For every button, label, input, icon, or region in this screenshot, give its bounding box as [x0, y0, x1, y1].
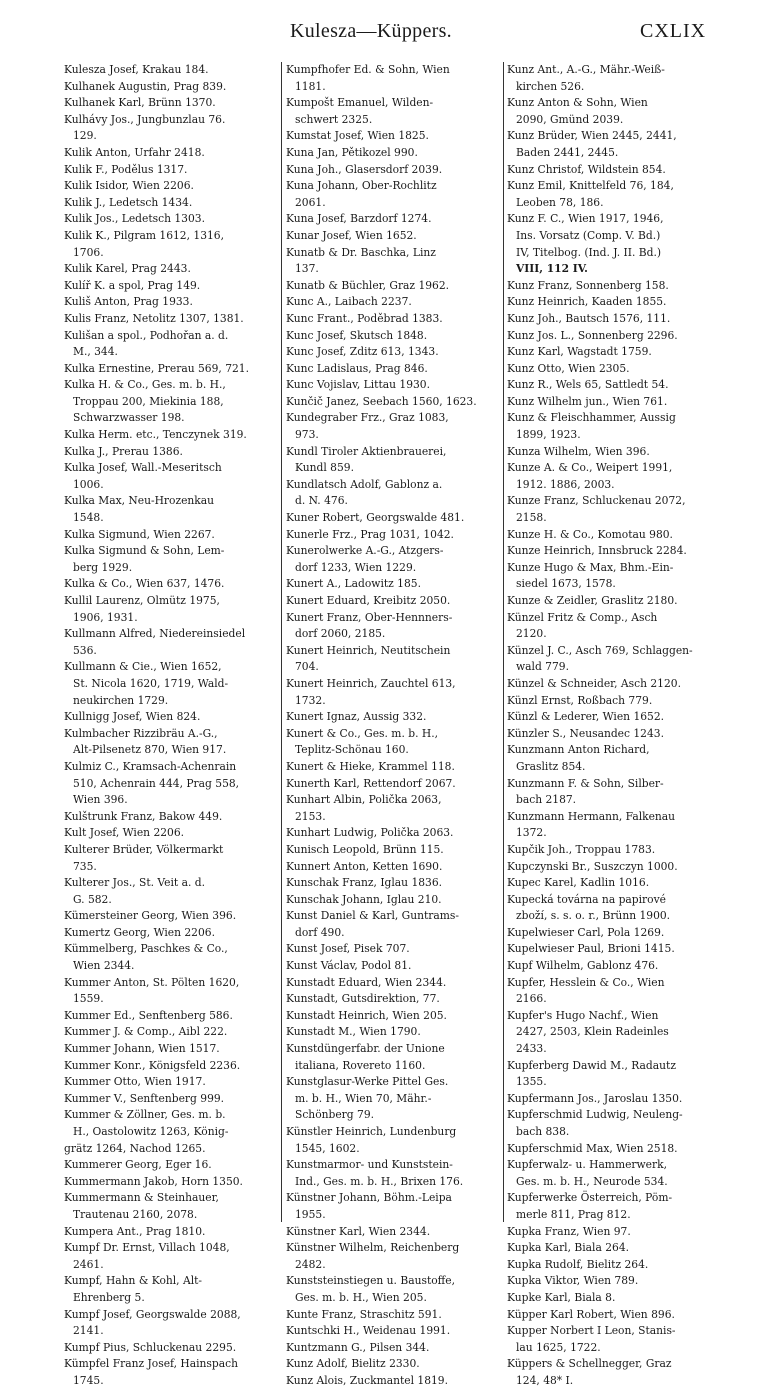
directory-entry: Kunz Heinrich, Kaaden 1855. — [507, 295, 667, 309]
directory-entry: Kunatb & Dr. Baschka, Linz — [286, 245, 436, 259]
entry-continuation: Ges. m. b. H., Wien 205. — [295, 1290, 427, 1304]
directory-entry: Kupke Karl, Biala 8. — [507, 1290, 616, 1304]
directory-entry: Kunert Heinrich, Neutitschein — [286, 643, 451, 657]
entry-continuation: H., Oastolowitz 1263, König- — [73, 1125, 229, 1138]
entry-continuation: 1545, 1602. — [295, 1141, 360, 1155]
directory-entry: Kunst Josef, Pisek 707. — [286, 942, 410, 956]
entry-continuation: 1006. — [73, 477, 104, 491]
entry-continuation: Wien 396. — [73, 793, 128, 807]
directory-entry: Kulhávy Jos., Jungbunzlau 76. — [64, 112, 226, 126]
directory-entry: Kunzmann Hermann, Falkenau — [507, 809, 676, 823]
entry-continuation: 1745. — [73, 1373, 104, 1387]
directory-entry: Kummer Konr., Königsfeld 2236. — [64, 1058, 241, 1072]
directory-entry: Kunc Frant., Poděbrad 1383. — [286, 311, 443, 325]
directory-entry: Kumpf Josef, Georgswalde 2088, — [64, 1307, 241, 1321]
directory-entry: Kuntzmann G., Pilsen 344. — [286, 1340, 430, 1354]
directory-entry: Künzel J. C., Asch 769, Schlaggen- — [507, 643, 693, 657]
directory-entry: Kulik Anton, Urfahr 2418. — [64, 145, 205, 159]
directory-entry: Kunstdüngerfabr. der Unione — [286, 1042, 445, 1056]
directory-entry: Kunz Otto, Wien 2305. — [507, 361, 630, 375]
directory-entry: Künzl Ernst, Roßbach 779. — [507, 693, 653, 707]
directory-entry: Kunz Emil, Knittelfeld 76, 184, — [507, 179, 674, 193]
directory-entry: Kulterer Jos., St. Veit a. d. — [64, 876, 205, 890]
directory-entry: Küpper Karl Robert, Wien 896. — [507, 1307, 675, 1321]
directory-entry: Kunc Vojislav, Littau 1930. — [286, 378, 430, 392]
column-divider — [503, 62, 504, 1222]
directory-entry: Kunert & Co., Ges. m. b. H., — [286, 726, 438, 740]
entry-continuation: IV, Titelbog. (Ind. J. II. Bd.) — [516, 245, 662, 259]
directory-entry: Kuntschki H., Weidenau 1991. — [286, 1324, 451, 1338]
directory-entry: Kult Josef, Wien 2206. — [64, 826, 185, 840]
directory-entry: Kulik F., Podělus 1317. — [64, 162, 188, 176]
entry-continuation: 137. — [295, 262, 319, 276]
directory-entry: Kummer Ed., Senftenberg 586. — [64, 1008, 233, 1022]
entry-continuation: kirchen 526. — [516, 79, 585, 93]
directory-entry: Kunar Josef, Wien 1652. — [286, 228, 417, 242]
directory-entry: Kummermann Jakob, Horn 1350. — [64, 1174, 243, 1188]
entry-continuation: Ind., Ges. m. b. H., Brixen 176. — [295, 1174, 464, 1188]
directory-column-1 — [64, 62, 276, 1387]
directory-entry: Kulesza Josef, Krakau 184. — [64, 63, 209, 76]
directory-entry: Kunert & Hieke, Krammel 118. — [286, 759, 455, 773]
entry-continuation: 704. — [295, 660, 319, 674]
directory-entry: Kupferschmid Ludwig, Neuleng- — [507, 1108, 683, 1122]
directory-entry: Kummer Anton, St. Pölten 1620, — [64, 975, 240, 989]
directory-entry: Kulštrunk Franz, Bakow 449. — [64, 809, 223, 823]
directory-entry: Kullmann & Cie., Wien 1652, — [64, 660, 222, 674]
directory-entry: Kunerle Frz., Prag 1031, 1042. — [286, 527, 454, 541]
directory-entry: Kundegraber Frz., Graz 1083, — [286, 411, 449, 425]
directory-entry: Kunze Franz, Schluckenau 2072, — [507, 494, 686, 508]
entry-continuation: 2433. — [516, 1042, 547, 1056]
directory-entry: Künstner Karl, Wien 2344. — [286, 1224, 431, 1238]
directory-entry: Künzel Fritz & Comp., Asch — [507, 610, 658, 624]
directory-entry: Kuna Josef, Barzdorf 1274. — [286, 212, 432, 226]
directory-entry: Kunzmann F. & Sohn, Silber- — [507, 776, 664, 790]
entry-continuation: Graslitz 854. — [516, 759, 586, 773]
directory-entry: Kupka Viktor, Wien 789. — [507, 1274, 639, 1288]
entry-continuation: 2120. — [516, 627, 547, 641]
directory-entry: Kulíř K. a spol, Prag 149. — [64, 278, 201, 292]
directory-entry: Kupka Rudolf, Bielitz 264. — [507, 1257, 649, 1271]
directory-entry: Künstner Wilhelm, Reichenberg — [286, 1241, 460, 1255]
entry-continuation: Ges. m. b. H., Neurode 534. — [516, 1174, 668, 1188]
entry-continuation: 973. — [295, 428, 319, 442]
directory-entry: Kunststeinstiegen u. Baustoffe, — [286, 1274, 455, 1288]
directory-entry: Kunert Ignaz, Aussig 332. — [286, 710, 427, 724]
entry-continuation: M., 344. — [73, 345, 118, 359]
entry-continuation: d. N. 476. — [295, 494, 348, 508]
directory-entry: Kunz Anton & Sohn, Wien — [507, 96, 648, 110]
entry-continuation: 1732. — [295, 693, 326, 707]
entry-continuation: dorf 1233, Wien 1229. — [295, 560, 417, 574]
directory-entry: Kunze A. & Co., Weipert 1991, — [507, 461, 673, 475]
directory-entry: Künzler S., Neusandec 1243. — [507, 726, 664, 740]
directory-entry: Kulka & Co., Wien 637, 1476. — [64, 577, 225, 591]
directory-entry: Kummer & Zöllner, Ges. m. b. — [64, 1108, 226, 1122]
directory-entry: Kupferberg Dawid M., Radautz — [507, 1058, 676, 1072]
directory-entry: Kuliš Anton, Prag 1933. — [64, 295, 193, 309]
entry-continuation: 2153. — [295, 809, 326, 823]
directory-entry: Kupec Karel, Kadlin 1016. — [507, 876, 650, 890]
page-header — [0, 0, 779, 50]
entry-continuation: italiana, Rovereto 1160. — [295, 1058, 426, 1072]
directory-entry: Kulka J., Prerau 1386. — [64, 444, 183, 458]
directory-entry: Kumpf Dr. Ernst, Villach 1048, — [64, 1241, 230, 1255]
directory-entry: Kulmiz C., Kramsach-Achenrain — [64, 759, 237, 773]
directory-entry: Kunze Hugo & Max, Bhm.-Ein- — [507, 560, 674, 574]
directory-entry: Kupka Franz, Wien 97. — [507, 1224, 631, 1238]
entry-continuation: schwert 2325. — [295, 112, 373, 126]
directory-entry: Kulka Max, Neu-Hrozenkau — [64, 494, 215, 508]
directory-entry: Kunert A., Ladowitz 185. — [286, 577, 421, 591]
entry-continuation: Trautenau 2160, 2078. — [73, 1207, 198, 1221]
entry-continuation: 536. — [73, 643, 97, 657]
entry-continuation: bach 838. — [516, 1125, 570, 1138]
directory-entry: Kunert Eduard, Kreibitz 2050. — [286, 594, 451, 607]
directory-entry: Kummer J. & Comp., Aibl 222. — [64, 1025, 228, 1039]
directory-entry: Kullmann Alfred, Niedereinsiedel — [64, 627, 246, 641]
directory-entry: Kunstadt M., Wien 1790. — [286, 1025, 421, 1039]
entry-continuation: 1355. — [516, 1075, 547, 1089]
directory-entry: Kunstmarmor- und Kunststein- — [286, 1158, 453, 1172]
entry-continuation: dorf 490. — [295, 925, 345, 939]
directory-entry: Kummermann & Steinhauer, — [64, 1191, 219, 1205]
directory-entry: Küppers & Schellnegger, Graz — [507, 1357, 672, 1371]
directory-entry: Kulka Josef, Wall.-Meseritsch — [64, 461, 222, 475]
entry-continuation: neukirchen 1729. — [73, 693, 169, 707]
entry-continuation: 1372. — [516, 826, 547, 840]
directory-entry: Kulka Sigmund, Wien 2267. — [64, 527, 215, 541]
entry-continuation: 2061. — [295, 195, 326, 209]
entry-continuation: 2141. — [73, 1324, 104, 1338]
entry-continuation: 129. — [73, 129, 97, 143]
directory-entry: Kunert Heinrich, Zauchtel 613, — [286, 676, 456, 690]
directory-entry: Kulik Jos., Ledetsch 1303. — [64, 212, 205, 226]
directory-entry: Kulka H. & Co., Ges. m. b. H., — [64, 378, 226, 392]
directory-entry: Kunerolwerke A.-G., Atzgers- — [286, 544, 444, 558]
entry-continuation: Alt-Pilsenetz 870, Wien 917. — [73, 743, 227, 757]
entry-continuation: 510, Achenrain 444, Prag 558, — [73, 776, 240, 790]
directory-entry: Kunza Wilhelm, Wien 396. — [507, 444, 650, 458]
entry-continuation: 1559. — [73, 992, 104, 1006]
directory-entry: Kummer Otto, Wien 1917. — [64, 1075, 206, 1089]
entry-continuation: m. b. H., Wien 70, Mähr.- — [295, 1091, 432, 1105]
directory-entry: Kunst Václav, Podol 81. — [286, 959, 412, 973]
directory-entry: Kumpf, Hahn & Kohl, Alt- — [64, 1274, 203, 1288]
directory-entry: Kunc A., Laibach 2237. — [286, 295, 412, 309]
directory-entry: Kuna Joh., Glasersdorf 2039. — [286, 162, 443, 176]
directory-entry: Kulik K., Pilgram 1612, 1316, — [64, 228, 224, 242]
directory-column-2 — [286, 62, 498, 1387]
entry-continuation: 1906, 1931. — [73, 610, 138, 624]
directory-entry: Kulhanek Karl, Brünn 1370. — [64, 96, 216, 110]
directory-entry: Kunz Karl, Wagstadt 1759. — [507, 345, 652, 359]
directory-entry: Kunz Wilhelm jun., Wien 761. — [507, 394, 668, 408]
directory-entry: Kunstadt Eduard, Wien 2344. — [286, 975, 447, 989]
entry-continuation: Kundl 859. — [295, 461, 354, 475]
directory-entry: Kunerth Karl, Rettendorf 2067. — [286, 776, 456, 790]
directory-entry: Kulka Sigmund & Sohn, Lem- — [64, 544, 225, 558]
entry-continuation: 1181. — [295, 79, 326, 93]
directory-entry: Kunz & Fleischhammer, Aussig — [507, 411, 676, 425]
page-number: CXLIX — [640, 20, 707, 42]
directory-entry: Künstler Heinrich, Lundenburg — [286, 1125, 457, 1138]
entry-continuation: lau 1625, 1722. — [516, 1340, 601, 1354]
entry-continuation: wald 779. — [516, 660, 569, 674]
entry-continuation: Teplitz-Schönau 160. — [295, 743, 409, 757]
directory-entry: Künzel & Schneider, Asch 2120. — [507, 676, 681, 690]
directory-entry: Kupczynski Br., Suszczyn 1000. — [507, 859, 678, 873]
directory-entry: Künzl & Lederer, Wien 1652. — [507, 710, 665, 724]
entry-continuation: zboží, s. s. o. r., Brünn 1900. — [516, 909, 671, 923]
entry-continuation: 735. — [73, 859, 97, 873]
directory-entry: Kunisch Leopold, Brünn 115. — [286, 842, 444, 856]
directory-entry: Kunze Heinrich, Innsbruck 2284. — [507, 544, 687, 558]
directory-entry: Kupferschmid Max, Wien 2518. — [507, 1141, 678, 1155]
entry-continuation: 2461. — [73, 1257, 104, 1271]
directory-entry: Kunstglasur-Werke Pittel Ges. — [286, 1075, 449, 1089]
entry-continuation: VIII, 112 IV. — [516, 262, 588, 276]
directory-entry: Kunstadt Heinrich, Wien 205. — [286, 1008, 447, 1022]
entry-continuation: 2158. — [516, 511, 547, 525]
entry-continuation: Schönberg 79. — [295, 1108, 375, 1122]
directory-entry: Kunc Josef, Skutsch 1848. — [286, 328, 428, 342]
directory-entry: Kupka Karl, Biala 264. — [507, 1241, 630, 1255]
directory-entry: Kupf Wilhelm, Gablonz 476. — [507, 959, 659, 973]
directory-entry: Kulhanek Augustin, Prag 839. — [64, 79, 227, 93]
directory-entry: Kupecká továrna na papirové — [507, 892, 666, 906]
directory-entry: Kupelwieser Carl, Pola 1269. — [507, 925, 665, 939]
directory-entry: Kupferwerke Österreich, Pöm- — [507, 1191, 673, 1205]
directory-entry: Kunze & Zeidler, Graslitz 2180. — [507, 594, 678, 607]
directory-entry: Kumpfhofer Ed. & Sohn, Wien — [286, 63, 450, 76]
directory-entry: Kummer Johann, Wien 1517. — [64, 1042, 220, 1056]
directory-entry: Kuna Johann, Ober-Rochlitz — [286, 179, 437, 193]
directory-entry: Kupfer, Hesslein & Co., Wien — [507, 975, 665, 989]
directory-entry: Kunz Ant., A.-G., Mähr.-Weiß- — [507, 63, 665, 76]
directory-entry: Kunhart Albin, Polička 2063, — [286, 793, 442, 807]
directory-entry: Kuna Jan, Pětikozel 990. — [286, 145, 418, 159]
entry-continuation: Wien 2344. — [73, 959, 135, 973]
directory-entry: Kundl Tiroler Aktienbrauerei, — [286, 444, 447, 458]
entry-continuation: 1899, 1923. — [516, 428, 581, 442]
entry-continuation: 1955. — [295, 1207, 326, 1221]
directory-entry: Kundlatsch Adolf, Gablonz a. — [286, 477, 443, 491]
directory-entry: Kunst Daniel & Karl, Guntrams- — [286, 909, 459, 923]
directory-entry: Kumpošt Emanuel, Wilden- — [286, 96, 434, 110]
column-divider — [281, 62, 282, 1222]
directory-entry: Kulišan a spol., Podhořan a. d. — [64, 328, 229, 342]
directory-entry: Kulterer Brüder, Völkermarkt — [64, 842, 224, 856]
directory-entry: Kümersteiner Georg, Wien 396. — [64, 909, 237, 923]
entry-continuation: St. Nicola 1620, 1719, Wald- — [73, 676, 229, 690]
directory-entry: Kunz Christof, Wildstein 854. — [507, 162, 666, 176]
directory-entry: Künstner Johann, Böhm.-Leipa — [286, 1191, 452, 1205]
directory-entry: Kummer V., Senftenberg 999. — [64, 1091, 225, 1105]
directory-entry: Kupper Norbert I Leon, Stanis- — [507, 1324, 676, 1338]
directory-entry: Kunnert Anton, Ketten 1690. — [286, 859, 443, 873]
entry-continuation: G. 582. — [73, 892, 112, 906]
directory-entry: Kunz Joh., Bautsch 1576, 111. — [507, 311, 671, 325]
directory-entry: Kunz Franz, Sonnenberg 158. — [507, 278, 669, 292]
directory-entry: Kupfer's Hugo Nachf., Wien — [507, 1008, 659, 1022]
directory-entry: Kupelwieser Paul, Brioni 1415. — [507, 942, 675, 956]
directory-entry: Kunschak Johann, Iglau 210. — [286, 892, 442, 906]
running-title: Kulesza—Küppers. — [290, 20, 452, 42]
entry-continuation: Schwarzwasser 198. — [73, 411, 185, 425]
directory-entry: Kulmbacher Rizzibräu A.-G., — [64, 726, 218, 740]
directory-entry: Kunatb & Büchler, Graz 1962. — [286, 278, 450, 292]
entry-continuation: 1706. — [73, 245, 104, 259]
directory-entry: Kupfermann Jos., Jaroslau 1350. — [507, 1091, 683, 1105]
directory-entry: Kunzmann Anton Richard, — [507, 743, 650, 757]
directory-entry: Kullil Laurenz, Olmütz 1975, — [64, 594, 220, 607]
directory-entry: Kunert Franz, Ober-Hennners- — [286, 610, 453, 624]
entry-continuation: merle 811, Prag 812. — [516, 1207, 631, 1221]
directory-entry: Kunze H. & Co., Komotau 980. — [507, 527, 673, 541]
directory-entry: grätz 1264, Nachod 1265. — [64, 1141, 206, 1155]
directory-column-3 — [507, 62, 719, 1387]
directory-entry: Kunz R., Wels 65, Sattledt 54. — [507, 378, 669, 392]
directory-entry: Kummerer Georg, Eger 16. — [64, 1158, 212, 1172]
directory-entry: Kulik J., Ledetsch 1434. — [64, 195, 193, 209]
directory-entry: Kunčič Janez, Seebach 1560, 1623. — [286, 394, 477, 408]
directory-entry: Kulka Ernestine, Prerau 569, 721. — [64, 361, 249, 375]
directory-entry: Kupčik Joh., Troppau 1783. — [507, 842, 656, 856]
directory-entry: Kunc Josef, Zditz 613, 1343. — [286, 345, 439, 359]
entry-continuation: Troppau 200, Miekinia 188, — [73, 394, 224, 408]
directory-entry: Kunz Alois, Zuckmantel 1819. — [286, 1373, 449, 1387]
entry-continuation: Baden 2441, 2445. — [516, 145, 619, 159]
entry-continuation: 124, 48* I. — [516, 1373, 574, 1387]
directory-entry: Kunz Adolf, Bielitz 2330. — [286, 1357, 420, 1371]
entry-continuation: Ins. Vorsatz (Comp. V. Bd.) — [516, 228, 661, 242]
entry-continuation: 2166. — [516, 992, 547, 1006]
entry-continuation: bach 2187. — [516, 793, 577, 807]
entry-continuation: 2482. — [295, 1257, 326, 1271]
directory-entry: Kumpera Ant., Prag 1810. — [64, 1224, 206, 1238]
directory-entry: Kumstat Josef, Wien 1825. — [286, 129, 429, 143]
directory-entry: Kunhart Ludwig, Polička 2063. — [286, 826, 454, 840]
directory-entry: Kupferwalz- u. Hammerwerk, — [507, 1158, 667, 1172]
entry-continuation: 2090, Gmünd 2039. — [516, 112, 624, 126]
entry-continuation: 2427, 2503, Klein Radeinles — [516, 1025, 669, 1039]
entry-continuation: siedel 1673, 1578. — [516, 577, 616, 591]
entry-continuation: dorf 2060, 2185. — [295, 627, 386, 641]
entry-continuation: Ehrenberg 5. — [73, 1290, 145, 1304]
directory-entry: Kuner Robert, Georgswalde 481. — [286, 511, 465, 525]
directory-entry: Kunc Ladislaus, Prag 846. — [286, 361, 428, 375]
directory-entry: Kümpfel Franz Josef, Hainspach — [64, 1357, 238, 1371]
directory-entry: Kulis Franz, Netolitz 1307, 1381. — [64, 311, 244, 325]
directory-entry: Kulik Isidor, Wien 2206. — [64, 179, 194, 193]
entry-continuation: Leoben 78, 186. — [516, 195, 604, 209]
directory-entry: Kullnigg Josef, Wien 824. — [64, 710, 201, 724]
directory-entry: Kulka Herm. etc., Tenczynek 319. — [64, 428, 247, 442]
directory-entry: Kumpf Pius, Schluckenau 2295. — [64, 1340, 237, 1354]
directory-entry: Kunz Brüder, Wien 2445, 2441, — [507, 129, 677, 143]
directory-entry: Kunstadt, Gutsdirektion, 77. — [286, 992, 440, 1006]
entry-continuation: berg 1929. — [73, 560, 133, 574]
directory-entry: Kümmelberg, Paschkes & Co., — [64, 942, 228, 956]
directory-entry: Kunz F. C., Wien 1917, 1946, — [507, 212, 664, 226]
directory-entry: Kunte Franz, Straschitz 591. — [286, 1307, 442, 1321]
entry-continuation: 1912. 1886, 2003. — [516, 477, 615, 491]
directory-entry: Kulik Karel, Prag 2443. — [64, 262, 191, 276]
directory-entry: Kumertz Georg, Wien 2206. — [64, 925, 215, 939]
directory-entry: Kunz Jos. L., Sonnenberg 2296. — [507, 328, 678, 342]
directory-entry: Kunschak Franz, Iglau 1836. — [286, 876, 443, 890]
entry-continuation: 1548. — [73, 511, 104, 525]
